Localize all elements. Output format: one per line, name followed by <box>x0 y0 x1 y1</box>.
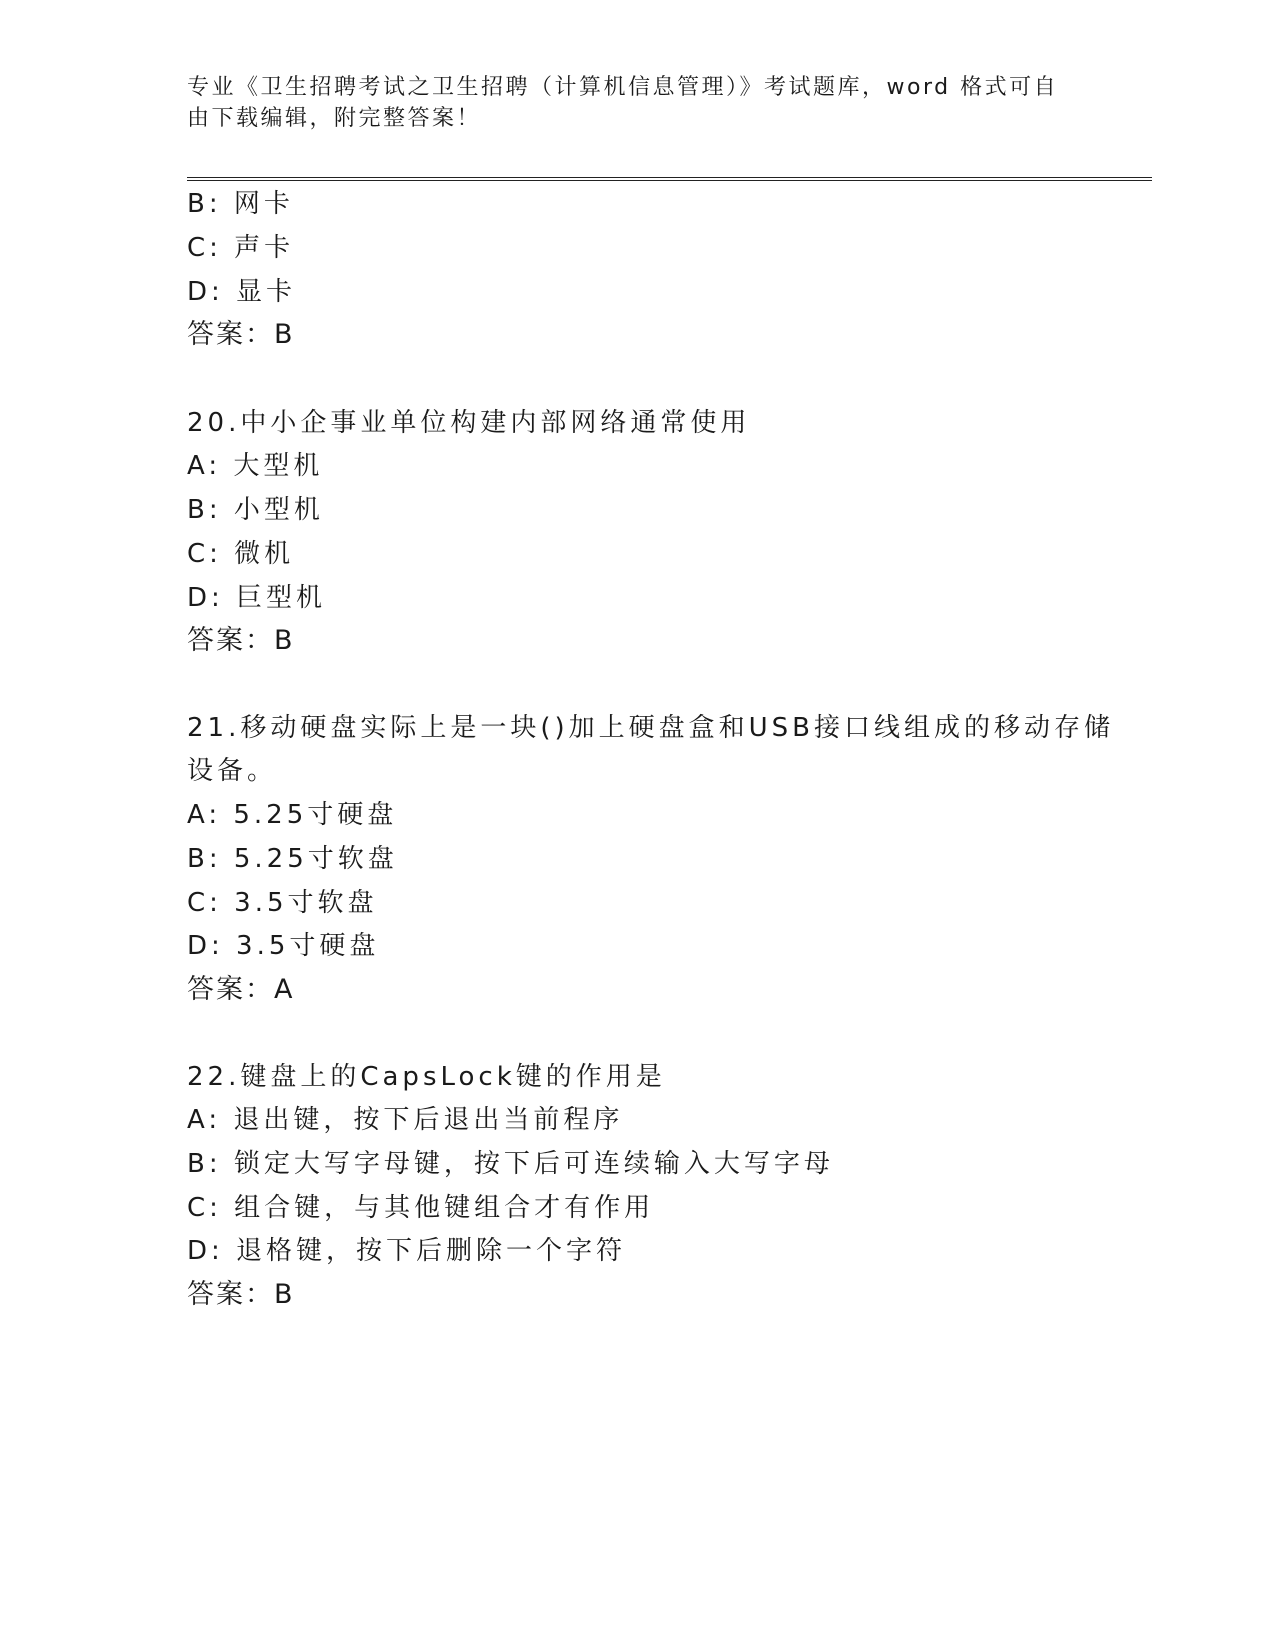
q21-stem-line-2: 设备。 <box>187 756 278 786</box>
q21-option-c: C: 3.5寸软盘 <box>187 888 378 918</box>
document-header <box>187 72 1067 134</box>
q21-option-d: D: 3.5寸硬盘 <box>187 931 380 961</box>
q22-stem: 22.键盘上的CapsLock键的作用是 <box>187 1062 666 1092</box>
prev-answer: 答案：B <box>187 319 295 350</box>
prev-option-d: D: 显卡 <box>187 277 297 307</box>
q22-answer: 答案：B <box>187 1279 295 1310</box>
q22-option-b: B: 锁定大写字母键，按下后可连续输入大写字母 <box>187 1149 834 1179</box>
q21-option-b: B: 5.25寸软盘 <box>187 844 398 874</box>
q22-option-d: D: 退格键，按下后删除一个字符 <box>187 1236 627 1266</box>
header-divider <box>187 177 1152 181</box>
header-line-2: 由下载编辑，附完整答案！ <box>187 106 482 131</box>
q20-answer: 答案：B <box>187 625 295 656</box>
q21-answer: 答案：A <box>187 974 295 1005</box>
q20-option-a: A: 大型机 <box>187 451 324 481</box>
q20-stem: 20.中小企事业单位构建内部网络通常使用 <box>187 408 751 438</box>
q21-option-a: A: 5.25寸硬盘 <box>187 800 398 830</box>
prev-option-c: C: 声卡 <box>187 233 295 263</box>
q21-stem-line-1: 21.移动硬盘实际上是一块()加上硬盘盒和USB接口线组成的移动存储 <box>187 713 1115 743</box>
q22-option-c: C: 组合键，与其他键组合才有作用 <box>187 1193 655 1223</box>
header-line-1: 专业《卫生招聘考试之卫生招聘（计算机信息管理）》考试题库，word 格式可自 <box>187 75 1059 100</box>
q20-option-d: D: 巨型机 <box>187 583 327 613</box>
q22-option-a: A: 退出键，按下后退出当前程序 <box>187 1105 624 1135</box>
q20-option-b: B: 小型机 <box>187 495 324 525</box>
q20-option-c: C: 微机 <box>187 539 295 569</box>
prev-option-b: B: 网卡 <box>187 189 294 219</box>
